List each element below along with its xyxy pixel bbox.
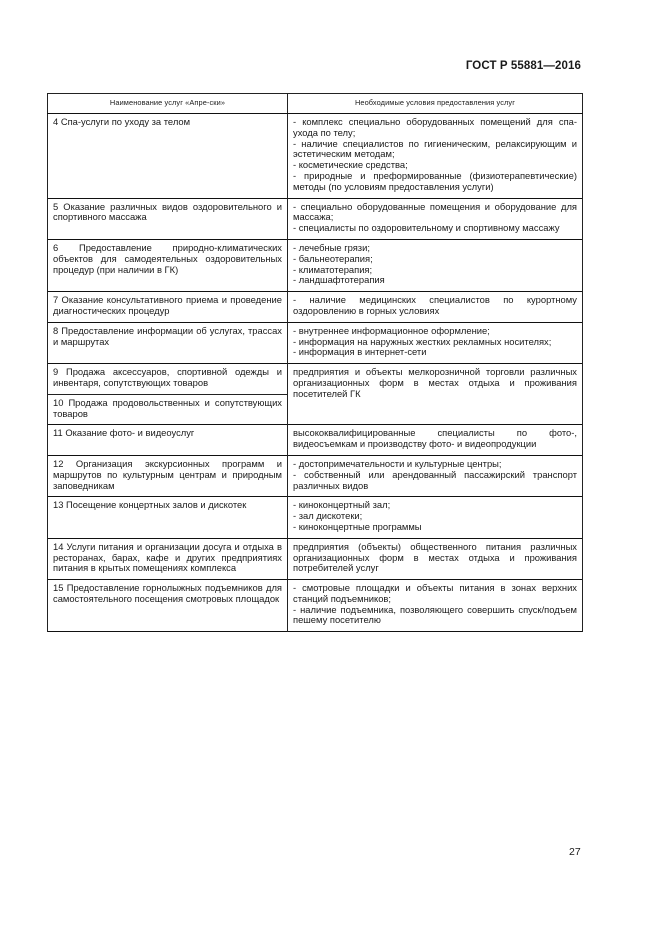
table-row (48, 455, 583, 496)
conditions-cell (288, 239, 583, 291)
table-row (48, 239, 583, 291)
condition-item: высококвалифицированные специалисты по фото-, видеосъемкам и производству фото- и видеопродукции (293, 427, 577, 450)
column-header-services: Наименование услуг «Апре-ски» (48, 94, 288, 114)
condition-item: - наличие медицинских специалистов по курортному оздоровлению в горных условиях (293, 294, 577, 316)
column-header-conditions: Необходимые условия предоставления услуг (288, 94, 583, 114)
condition-item: предприятия и объекты мелкорозничной торговли различных организационных форм в местах отдыха и проживания посетителей ГК (293, 366, 577, 399)
table-row (48, 322, 583, 363)
table-row (48, 114, 583, 199)
service-cell: 15 Предоставление горнолыжных подъемников для самостоятельного посещения смотровых площадок (48, 580, 288, 632)
condition-item: - информация на наружных жестких рекламных носителях; (293, 335, 552, 347)
conditions-cell (288, 580, 583, 632)
conditions-cell (288, 497, 583, 538)
conditions-cell (288, 322, 583, 363)
condition-item: - наличие подъемника, позволяющего совершить спуск/подъем пешему посетителю (293, 603, 577, 626)
table-row (48, 580, 583, 632)
document-code: ГОСТ Р 55881—2016 (465, 60, 581, 72)
conditions-cell (288, 455, 583, 496)
conditions-cell (288, 292, 583, 323)
table-row (48, 198, 583, 239)
condition-item: - климатотерапия; (293, 263, 373, 275)
condition-item: - специально оборудованные помещения и оборудование для массажа; (293, 200, 577, 223)
conditions-cell (288, 364, 583, 425)
condition-item: - киноконцертные программы (293, 520, 422, 532)
conditions-cell (288, 198, 583, 239)
table-row (48, 497, 583, 538)
page-number: 27 (569, 846, 581, 858)
service-cell: 11 Оказание фото- и видеоуслуг (48, 425, 288, 456)
condition-item: - природные и преформированные (физиотерапевтические) методы (по условиям предоставления услуги) (293, 169, 577, 192)
service-cell: 12 Организация экскурсионных программ и маршрутов по культурным центрам и природным заповедникам (48, 455, 288, 496)
condition-item: - внутреннее информационное оформление; (293, 324, 490, 336)
service-cell: 6 Предоставление природно-климатических объектов для самодеятельных оздоровительных процедур (при наличии в ГК) (48, 239, 288, 291)
condition-item: - достопримечательности и культурные центры; (293, 457, 502, 469)
service-cell: 8 Предоставление информации об услугах, трассах и маршрутах (48, 322, 288, 363)
table-row (48, 538, 583, 579)
conditions-cell (288, 538, 583, 579)
service-cell: 14 Услуги питания и организации досуга и отдыха в ресторанах, барах, кафе и других предприятиях питания в крытых помещениях комплекса (48, 538, 288, 579)
condition-item: - комплекс специально оборудованных помещений для спа-ухода по телу; (293, 116, 577, 138)
conditions-cell (288, 114, 583, 199)
service-cell: 10 Продажа продовольственных и сопутствующих товаров (48, 394, 288, 425)
condition-item: - киноконцертный зал; (293, 499, 391, 511)
table-row (48, 364, 583, 395)
service-cell: 4 Спа-услуги по уходу за телом (48, 114, 288, 199)
condition-item: - собственный или арендованный пассажирский транспорт различных видов (293, 468, 577, 491)
service-cell: 7 Оказание консультативного приема и проведение диагностических процедур (48, 292, 288, 323)
table-header-row (48, 94, 583, 114)
service-cell: 13 Посещение концертных залов и дискотек (48, 497, 288, 538)
condition-item: предприятия (объекты) общественного питания различных организационных форм в местах отдыха и проживания потребителей услуг (293, 540, 577, 574)
condition-item: - специалисты по оздоровительному и спортивному массажу (293, 222, 560, 234)
service-cell: 9 Продажа аксессуаров, спортивной одежды и инвентаря, сопутствующих товаров (48, 364, 288, 395)
table-row (48, 292, 583, 323)
service-cell: 5 Оказание различных видов оздоровительного и спортивного массажа (48, 198, 288, 239)
services-table (47, 93, 583, 632)
conditions-cell (288, 425, 583, 456)
condition-item: - лечебные грязи; (293, 241, 370, 253)
condition-item: - косметические средства; (293, 159, 408, 171)
condition-item: - информация в интернет-сети (293, 346, 427, 358)
condition-item: - зал дискотеки; (293, 510, 363, 522)
condition-item: - ландшафтотерапия (293, 274, 385, 286)
condition-item: - наличие специалистов по гигиеническим, релаксирующим и эстетическим методам; (293, 137, 577, 160)
condition-item: - смотровые площадки и объекты питания в зонах верхних станций подъемников; (293, 582, 577, 604)
services-table-container (47, 93, 582, 632)
condition-item: - бальнеотерапия; (293, 252, 373, 264)
table-row (48, 425, 583, 456)
